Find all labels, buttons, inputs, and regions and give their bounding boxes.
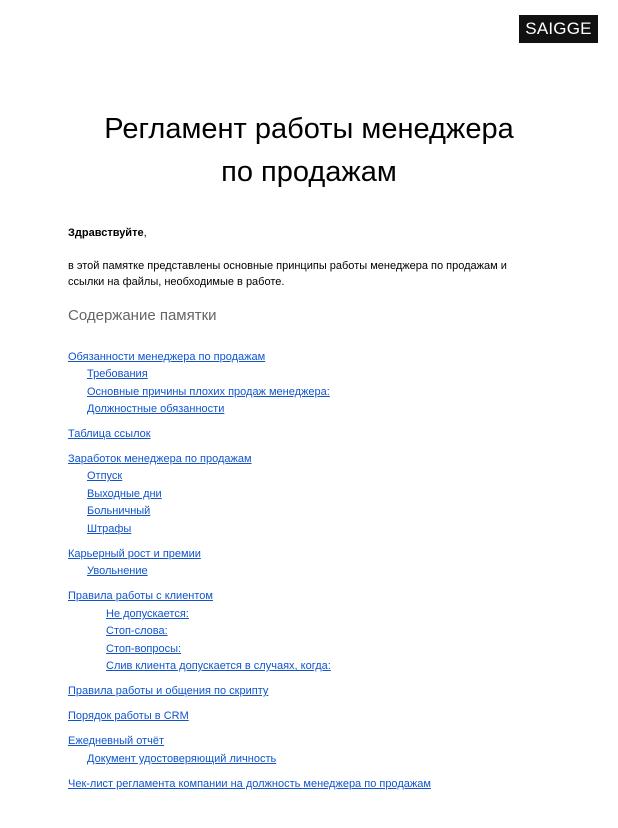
toc-link-stop-words[interactable]: Стоп-слова:: [106, 625, 168, 637]
intro-paragraph: [68, 258, 548, 290]
toc-link-stop-questions[interactable]: Стоп-вопросы:: [106, 643, 182, 655]
toc-link-fines[interactable]: Штрафы: [87, 523, 132, 535]
toc-link-manager-earnings[interactable]: Заработок менеджера по продажам: [68, 453, 252, 465]
toc-link-sick-leave[interactable]: Больничный: [87, 505, 151, 517]
toc-link-bad-sales-reasons[interactable]: Основные причины плохих продаж менеджера:: [87, 386, 330, 398]
toc-link-vacation[interactable]: Отпуск: [87, 470, 123, 482]
toc-link-client-drop-cases[interactable]: Слив клиента допускается в случаях, когда:: [106, 660, 331, 672]
toc-link-dismissal[interactable]: Увольнение: [87, 565, 148, 577]
toc-link-script-rules[interactable]: Правила работы и общения по скрипту: [68, 685, 269, 697]
toc-link-checklist[interactable]: Чек-лист регламента компании на должность менеджера по продажам: [68, 778, 431, 790]
toc-link-manager-duties[interactable]: Обязанности менеджера по продажам: [68, 351, 266, 363]
document-title-line-1: Регламент работы менеджера: [104, 113, 514, 145]
toc-link-job-duties[interactable]: Должностные обязанности: [87, 403, 225, 415]
toc-link-not-allowed[interactable]: Не допускается:: [106, 608, 189, 620]
greeting-bold: Здравствуйте: [68, 227, 144, 239]
toc-heading: Содержание памятки: [68, 307, 217, 324]
greeting-comma: ,: [143, 227, 147, 239]
toc-link-client-rules[interactable]: Правила работы с клиентом: [68, 590, 213, 602]
toc-link-requirements[interactable]: Требования: [87, 368, 148, 380]
greeting: [68, 226, 147, 240]
document-title-line-2: по продажам: [221, 156, 397, 188]
toc-link-career-growth[interactable]: Карьерный рост и премии: [68, 548, 201, 560]
toc-link-days-off[interactable]: Выходные дни: [87, 488, 162, 500]
saigge-logo: SAIGGE: [519, 15, 598, 43]
toc-link-daily-report[interactable]: Ежедневный отчёт: [68, 735, 165, 747]
toc-link-links-table[interactable]: Таблица ссылок: [68, 428, 151, 440]
toc-link-crm-workflow[interactable]: Порядок работы в CRM: [68, 710, 189, 722]
document-title: [0, 108, 618, 194]
intro-line-2: ссылки на файлы, необходимые в работе.: [68, 276, 285, 288]
toc-link-identity-document[interactable]: Документ удостоверяющий личность: [87, 753, 277, 765]
intro-line-1: в этой памятке представлены основные принципы работы менеджера по продажам и: [68, 260, 507, 272]
